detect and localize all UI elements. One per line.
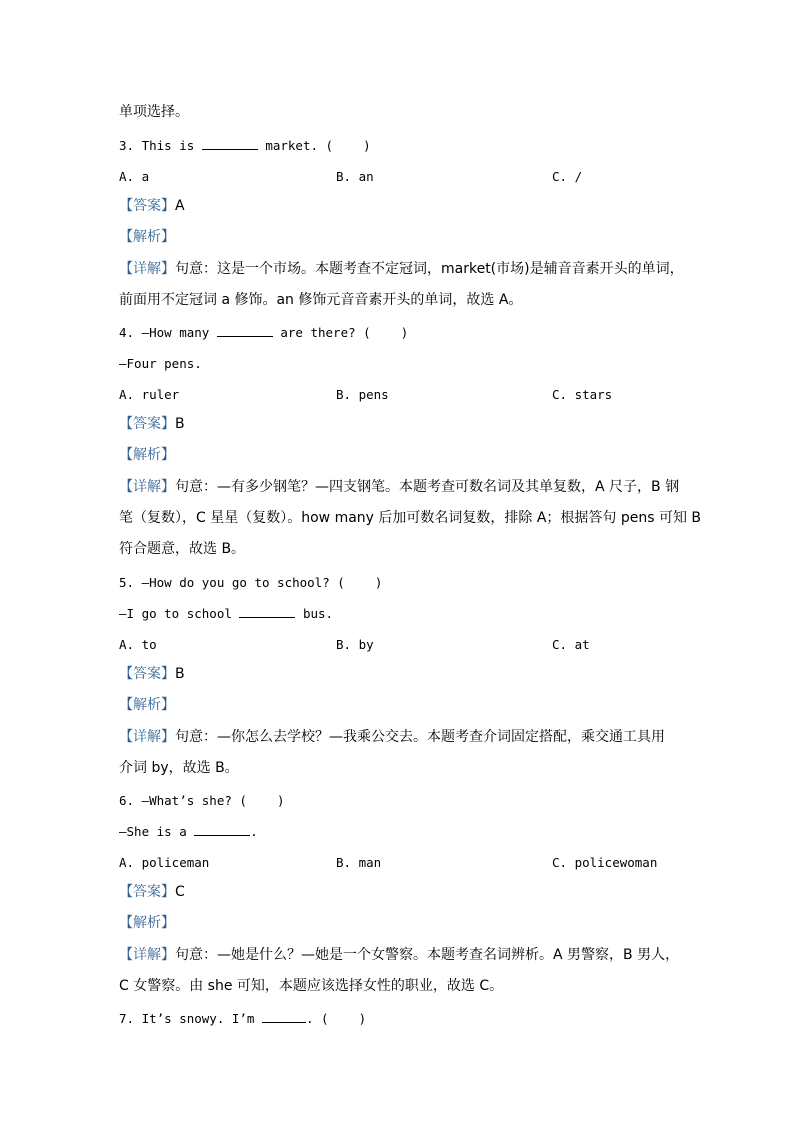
question-4-stem xyxy=(119,323,408,343)
question-4-analysis-tag: 【解析】 xyxy=(119,447,175,463)
question-3-stem-post: market. ( ) xyxy=(257,138,371,153)
question-4-stem-pre: 4. —How many xyxy=(119,325,217,340)
section-title: 单项选择。 xyxy=(119,104,189,120)
detail-text: 句意：—有多少钢笔？—四支钢笔。本题考查可数名词及其单复数，A 尺子，B 钢 xyxy=(175,479,680,495)
question-4-detail-line-2: 笔（复数），C 星星（复数）。how many 后加可数名词复数，排除 A；根据答句 pens 可知 B xyxy=(119,510,702,526)
question-4-option-b: B. pens xyxy=(336,387,389,402)
question-7-stem xyxy=(119,1009,366,1029)
question-6-reply-post: . xyxy=(250,824,258,839)
question-7-stem-pre: 7. It’s snowy. I’m xyxy=(119,1011,262,1026)
question-5-reply xyxy=(119,604,333,624)
question-3-analysis-tag: 【解析】 xyxy=(119,229,175,245)
question-6-reply xyxy=(119,822,258,842)
question-3-detail-line-2: 前面用不定冠词 a 修饰。an 修饰元音音素开头的单词，故选 A。 xyxy=(119,292,523,308)
question-5-answer xyxy=(119,664,185,684)
question-5-detail-line-2: 介词 by，故选 B。 xyxy=(119,760,239,776)
question-6-detail-line-1 xyxy=(119,945,679,965)
answer-blank xyxy=(262,1010,306,1023)
answer-blank xyxy=(239,605,295,618)
answer-blank xyxy=(217,324,273,337)
question-5-stem: 5. —How do you go to school? ( ) xyxy=(119,575,383,590)
answer-tag: 【答案】 xyxy=(119,666,175,682)
answer-tag: 【答案】 xyxy=(119,416,175,432)
question-4-detail-line-3: 符合题意，故选 B。 xyxy=(119,541,246,557)
question-5-option-c: C. at xyxy=(552,637,590,652)
question-6-reply-pre: —She is a xyxy=(119,824,195,839)
detail-text: 句意：—你怎么去学校？—我乘公交去。本题考查介词固定搭配，乘交通工具用 xyxy=(175,729,665,745)
question-5-reply-post: bus. xyxy=(295,606,334,621)
question-6-detail-line-2: C 女警察。由 she 可知，本题应该选择女性的职业，故选 C。 xyxy=(119,978,504,994)
detail-text: 句意：这是一个市场。本题考查不定冠词，market(市场)是辅音音素开头的单词， xyxy=(175,261,684,277)
question-4-option-a: A. ruler xyxy=(119,387,180,402)
question-4-stem-post: are there? ( ) xyxy=(272,325,409,340)
answer-value: B xyxy=(175,666,185,682)
detail-tag: 【详解】 xyxy=(119,479,175,495)
answer-blank xyxy=(202,137,258,150)
question-5-reply-pre: —I go to school xyxy=(119,606,240,621)
question-3-option-b: B. an xyxy=(336,169,374,184)
question-4-answer xyxy=(119,414,185,434)
question-5-option-b: B. by xyxy=(336,637,374,652)
question-6-analysis-tag: 【解析】 xyxy=(119,915,175,931)
detail-tag: 【详解】 xyxy=(119,261,175,277)
question-3-answer xyxy=(119,196,185,216)
question-3-option-a: A. a xyxy=(119,169,150,184)
answer-value: A xyxy=(175,198,185,214)
answer-tag: 【答案】 xyxy=(119,884,175,900)
question-4-reply: —Four pens. xyxy=(119,356,202,371)
detail-text: 句意：—她是什么？—她是一个女警察。本题考查名词辨析。A 男警察，B 男人， xyxy=(175,947,680,963)
question-6-stem: 6. —What’s she? ( ) xyxy=(119,793,285,808)
answer-tag: 【答案】 xyxy=(119,198,175,214)
question-5-detail-line-1 xyxy=(119,727,665,747)
answer-blank xyxy=(194,823,250,836)
question-6-answer xyxy=(119,882,185,902)
question-4-detail-line-1 xyxy=(119,477,679,497)
question-5-option-a: A. to xyxy=(119,637,157,652)
question-6-option-a: A. policeman xyxy=(119,855,210,870)
question-3-detail-line-1 xyxy=(119,259,684,279)
question-4-option-c: C. stars xyxy=(552,387,613,402)
question-6-option-b: B. man xyxy=(336,855,382,870)
question-5-analysis-tag: 【解析】 xyxy=(119,697,175,713)
answer-value: B xyxy=(175,416,185,432)
question-3-option-c: C. / xyxy=(552,169,583,184)
answer-value: C xyxy=(175,884,185,900)
question-3-stem-pre: 3. This is xyxy=(119,138,202,153)
question-3-stem xyxy=(119,136,371,156)
question-7-stem-post: . ( ) xyxy=(306,1011,367,1026)
detail-tag: 【详解】 xyxy=(119,947,175,963)
detail-tag: 【详解】 xyxy=(119,729,175,745)
question-6-option-c: C. policewoman xyxy=(552,855,658,870)
